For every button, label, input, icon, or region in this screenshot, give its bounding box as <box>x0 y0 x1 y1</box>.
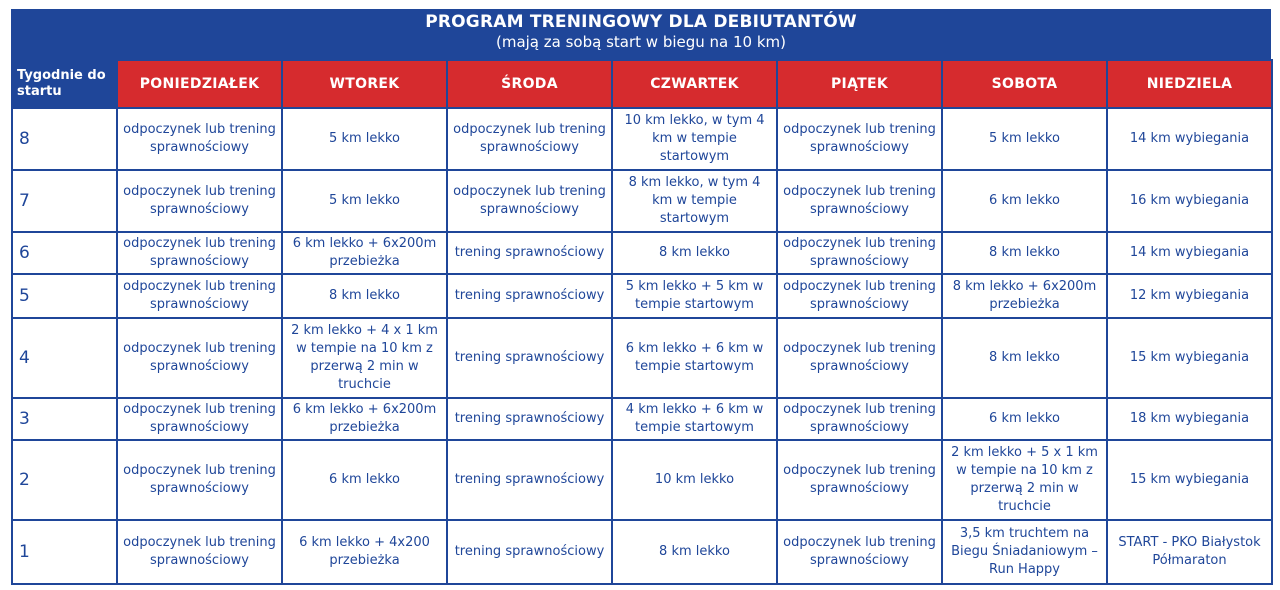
table-row <box>12 520 1272 584</box>
day-header-monday: PONIEDZIAŁEK <box>117 60 282 108</box>
cell-monday: odpoczynek lub trening sprawnościowy <box>117 274 282 318</box>
week-number: 1 <box>12 520 117 584</box>
day-header-wednesday: ŚRODA <box>447 60 612 108</box>
cell-thursday: 8 km lekko, w tym 4 km w tempie startowym <box>612 170 777 232</box>
cell-wednesday: trening sprawnościowy <box>447 318 612 398</box>
cell-monday: odpoczynek lub trening sprawnościowy <box>117 108 282 170</box>
cell-friday: odpoczynek lub trening sprawnościowy <box>777 440 942 520</box>
cell-sunday: 15 km wybiegania <box>1107 440 1272 520</box>
schedule-body <box>12 108 1272 584</box>
table-row <box>12 318 1272 398</box>
cell-sunday: 18 km wybiegania <box>1107 398 1272 440</box>
cell-tuesday: 5 km lekko <box>282 108 447 170</box>
title-banner <box>11 9 1271 59</box>
table-row <box>12 170 1272 232</box>
cell-saturday: 5 km lekko <box>942 108 1107 170</box>
cell-tuesday: 2 km lekko + 4 x 1 km w tempie na 10 km z przerwą 2 min w truchcie <box>282 318 447 398</box>
cell-wednesday: odpoczynek lub trening sprawnościowy <box>447 108 612 170</box>
cell-sunday: 15 km wybiegania <box>1107 318 1272 398</box>
cell-wednesday: trening sprawnościowy <box>447 520 612 584</box>
week-number: 4 <box>12 318 117 398</box>
week-number: 6 <box>12 232 117 274</box>
cell-tuesday: 6 km lekko + 4x200 przebieżka <box>282 520 447 584</box>
cell-tuesday: 8 km lekko <box>282 274 447 318</box>
cell-monday: odpoczynek lub trening sprawnościowy <box>117 398 282 440</box>
cell-friday: odpoczynek lub trening sprawnościowy <box>777 108 942 170</box>
cell-saturday: 3,5 km truchtem na Biegu Śniadaniowym – Run Happy <box>942 520 1107 584</box>
header-row <box>12 60 1272 108</box>
week-number: 7 <box>12 170 117 232</box>
week-number: 8 <box>12 108 117 170</box>
cell-sunday: 12 km wybiegania <box>1107 274 1272 318</box>
cell-sunday: 16 km wybiegania <box>1107 170 1272 232</box>
cell-sunday: START - PKO Białystok Półmaraton <box>1107 520 1272 584</box>
cell-thursday: 8 km lekko <box>612 520 777 584</box>
cell-sunday: 14 km wybiegania <box>1107 232 1272 274</box>
cell-friday: odpoczynek lub trening sprawnościowy <box>777 232 942 274</box>
cell-wednesday: trening sprawnościowy <box>447 232 612 274</box>
table-row <box>12 108 1272 170</box>
cell-thursday: 6 km lekko + 6 km w tempie startowym <box>612 318 777 398</box>
cell-saturday: 6 km lekko <box>942 170 1107 232</box>
cell-wednesday: odpoczynek lub trening sprawnościowy <box>447 170 612 232</box>
cell-thursday: 10 km lekko <box>612 440 777 520</box>
table-row <box>12 440 1272 520</box>
table-row <box>12 398 1272 440</box>
cell-tuesday: 6 km lekko + 6x200m przebieżka <box>282 398 447 440</box>
day-header-friday: PIĄTEK <box>777 60 942 108</box>
cell-monday: odpoczynek lub trening sprawnościowy <box>117 232 282 274</box>
day-header-sunday: NIEDZIELA <box>1107 60 1272 108</box>
cell-monday: odpoczynek lub trening sprawnościowy <box>117 520 282 584</box>
day-header-saturday: SOBOTA <box>942 60 1107 108</box>
weeks-to-start-header: Tygodnie do startu <box>12 60 117 108</box>
week-number: 2 <box>12 440 117 520</box>
table-row <box>12 274 1272 318</box>
page-title: PROGRAM TRENINGOWY DLA DEBIUTANTÓW <box>425 12 857 32</box>
cell-friday: odpoczynek lub trening sprawnościowy <box>777 318 942 398</box>
cell-tuesday: 6 km lekko <box>282 440 447 520</box>
cell-saturday: 6 km lekko <box>942 398 1107 440</box>
cell-saturday: 8 km lekko + 6x200m przebieżka <box>942 274 1107 318</box>
cell-friday: odpoczynek lub trening sprawnościowy <box>777 274 942 318</box>
day-header-thursday: CZWARTEK <box>612 60 777 108</box>
cell-wednesday: trening sprawnościowy <box>447 440 612 520</box>
cell-monday: odpoczynek lub trening sprawnościowy <box>117 170 282 232</box>
cell-sunday: 14 km wybiegania <box>1107 108 1272 170</box>
cell-tuesday: 5 km lekko <box>282 170 447 232</box>
week-number: 3 <box>12 398 117 440</box>
cell-saturday: 8 km lekko <box>942 318 1107 398</box>
cell-thursday: 10 km lekko, w tym 4 km w tempie startowym <box>612 108 777 170</box>
cell-friday: odpoczynek lub trening sprawnościowy <box>777 170 942 232</box>
cell-thursday: 4 km lekko + 6 km w tempie startowym <box>612 398 777 440</box>
cell-wednesday: trening sprawnościowy <box>447 274 612 318</box>
table-row <box>12 232 1272 274</box>
page-subtitle: (mają za sobą start w biegu na 10 km) <box>495 33 787 51</box>
cell-friday: odpoczynek lub trening sprawnościowy <box>777 520 942 584</box>
cell-saturday: 8 km lekko <box>942 232 1107 274</box>
cell-monday: odpoczynek lub trening sprawnościowy <box>117 440 282 520</box>
schedule-table <box>11 59 1273 585</box>
week-number: 5 <box>12 274 117 318</box>
cell-thursday: 8 km lekko <box>612 232 777 274</box>
cell-tuesday: 6 km lekko + 6x200m przebieżka <box>282 232 447 274</box>
cell-wednesday: trening sprawnościowy <box>447 398 612 440</box>
cell-thursday: 5 km lekko + 5 km w tempie startowym <box>612 274 777 318</box>
day-header-tuesday: WTOREK <box>282 60 447 108</box>
cell-saturday: 2 km lekko + 5 x 1 km w tempie na 10 km z przerwą 2 min w truchcie <box>942 440 1107 520</box>
cell-friday: odpoczynek lub trening sprawnościowy <box>777 398 942 440</box>
cell-monday: odpoczynek lub trening sprawnościowy <box>117 318 282 398</box>
